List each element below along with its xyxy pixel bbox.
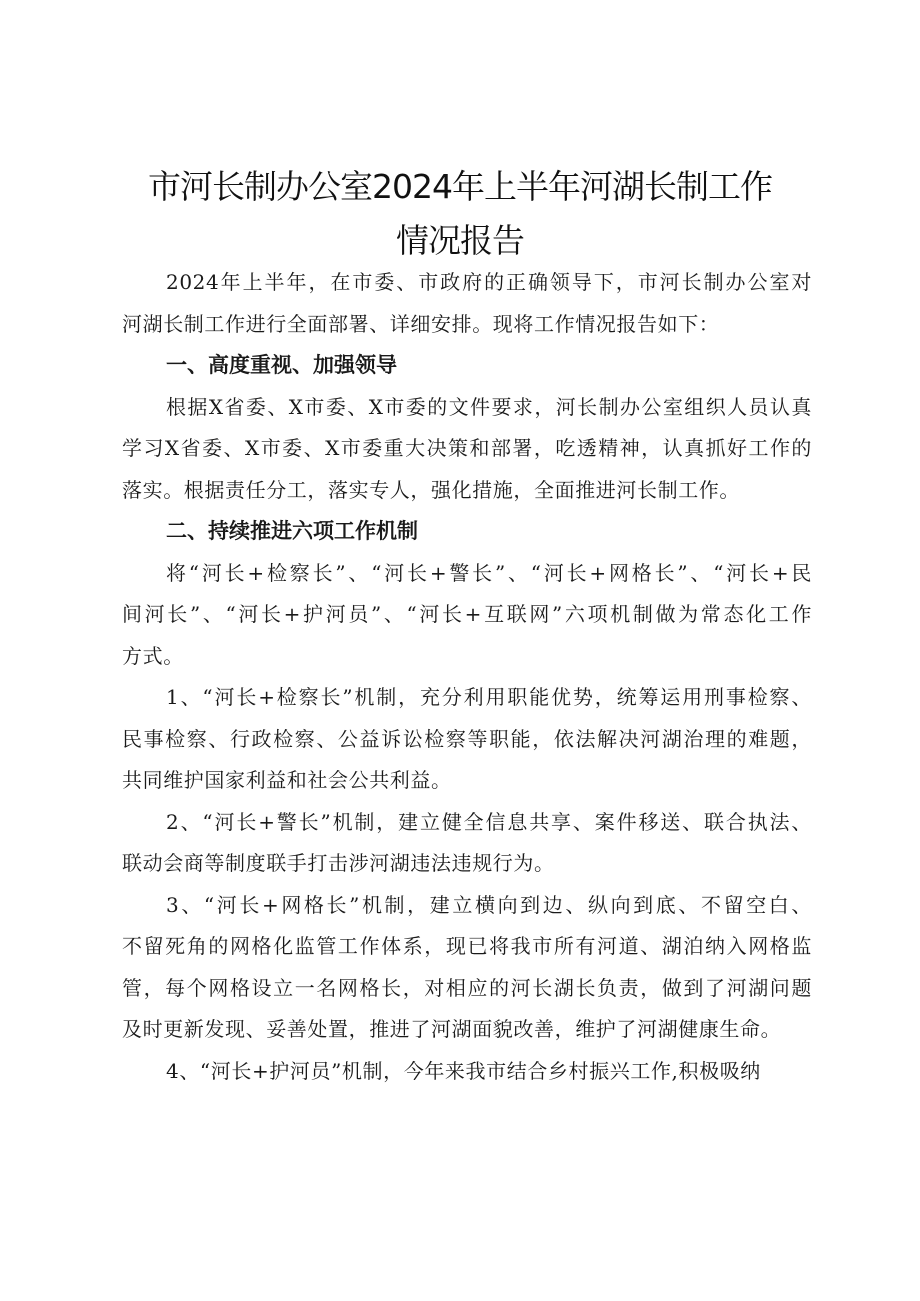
item-1-paragraph: [122, 677, 812, 719]
section-2-intro-line: 方式。: [122, 643, 184, 668]
document-body: [122, 262, 812, 1092]
item-3-line: 及时更新发现、妥善处置，推进了河湖面貌改善，维护了河湖健康生命。: [122, 1017, 782, 1041]
item-2-line: 联动会商等制度联手打击涉河湖违法违规行为。: [122, 851, 555, 875]
section-1-paragraph-cont: [122, 470, 812, 512]
item-3-line: 3、“河长+网格长”机制，建立横向到边、纵向到底、不留空白、: [166, 892, 812, 917]
item-2-line: 2、“河长+警长”机制，建立健全信息共享、案件移送、联合执法、: [166, 809, 812, 834]
section-1-line: 根据X省委、X市委、X市委的文件要求，河长制办公室组织人员认真: [166, 394, 812, 419]
item-1-line: 1、“河长+检察长”机制，充分利用职能优势，统筹运用刑事检察、: [166, 685, 812, 709]
section-1-paragraph: [122, 387, 812, 429]
item-3-paragraph-cont: [122, 926, 812, 968]
section-2-intro-cont: [122, 636, 812, 678]
item-4-line: 4、“河长+护河员”机制，今年来我市结合乡村振兴工作,积极吸纳: [166, 1058, 761, 1083]
section-2-intro-cont: [122, 594, 812, 636]
intro-paragraph-cont: [122, 304, 812, 346]
item-4-paragraph: [122, 1051, 812, 1093]
item-3-paragraph-cont: [122, 1009, 812, 1051]
section-1-heading: 一、高度重视、加强领导: [166, 353, 397, 377]
item-3-paragraph: [122, 885, 812, 927]
item-2-paragraph-cont: [122, 843, 812, 885]
section-2-heading: 二、持续推进六项工作机制: [166, 519, 418, 543]
item-3-line: 不留死角的网格化监管工作体系，现已将我市所有河道、湖泊纳入网格监: [122, 934, 812, 958]
section-1-line: 学习X省委、X市委、X市委重大决策和部署，吃透精神，认真抓好工作的: [122, 436, 812, 460]
document-title-line-1: 市河长制办公室2024年上半年河湖长制工作: [148, 167, 772, 206]
item-1-paragraph-cont: [122, 760, 812, 802]
intro-line: 河湖长制工作进行全面部署、详细安排。现将工作情况报告如下：: [122, 311, 720, 336]
item-3-paragraph-cont: [122, 968, 812, 1010]
item-3-line: 管，每个网格设立一名网格长，对相应的河长湖长负责，做到了河湖问题: [122, 975, 812, 1000]
section-1-paragraph-cont: [122, 428, 812, 470]
intro-paragraph: [122, 262, 812, 304]
section-1-line: 落实。根据责任分工，落实专人，强化措施，全面推进河长制工作。: [122, 477, 740, 502]
section-2-intro-line: 将“河长+检察长”、“河长+警长”、“河长+网格长”、“河长+民: [166, 560, 812, 585]
item-2-paragraph: [122, 802, 812, 844]
document-title-line-2: 情况报告: [396, 221, 524, 260]
item-1-line: 民事检察、行政检察、公益诉讼检察等职能，依法解决河湖治理的难题，: [122, 726, 812, 751]
section-2-intro-line: 间河长”、“河长+护河员”、“河长+互联网”六项机制做为常态化工作: [122, 602, 812, 626]
section-2-intro: [122, 553, 812, 595]
item-1-paragraph-cont: [122, 719, 812, 761]
item-1-line: 共同维护国家利益和社会公共利益。: [122, 768, 452, 792]
intro-line: 2024年上半年，在市委、市政府的正确领导下，市河长制办公室对: [166, 270, 812, 294]
